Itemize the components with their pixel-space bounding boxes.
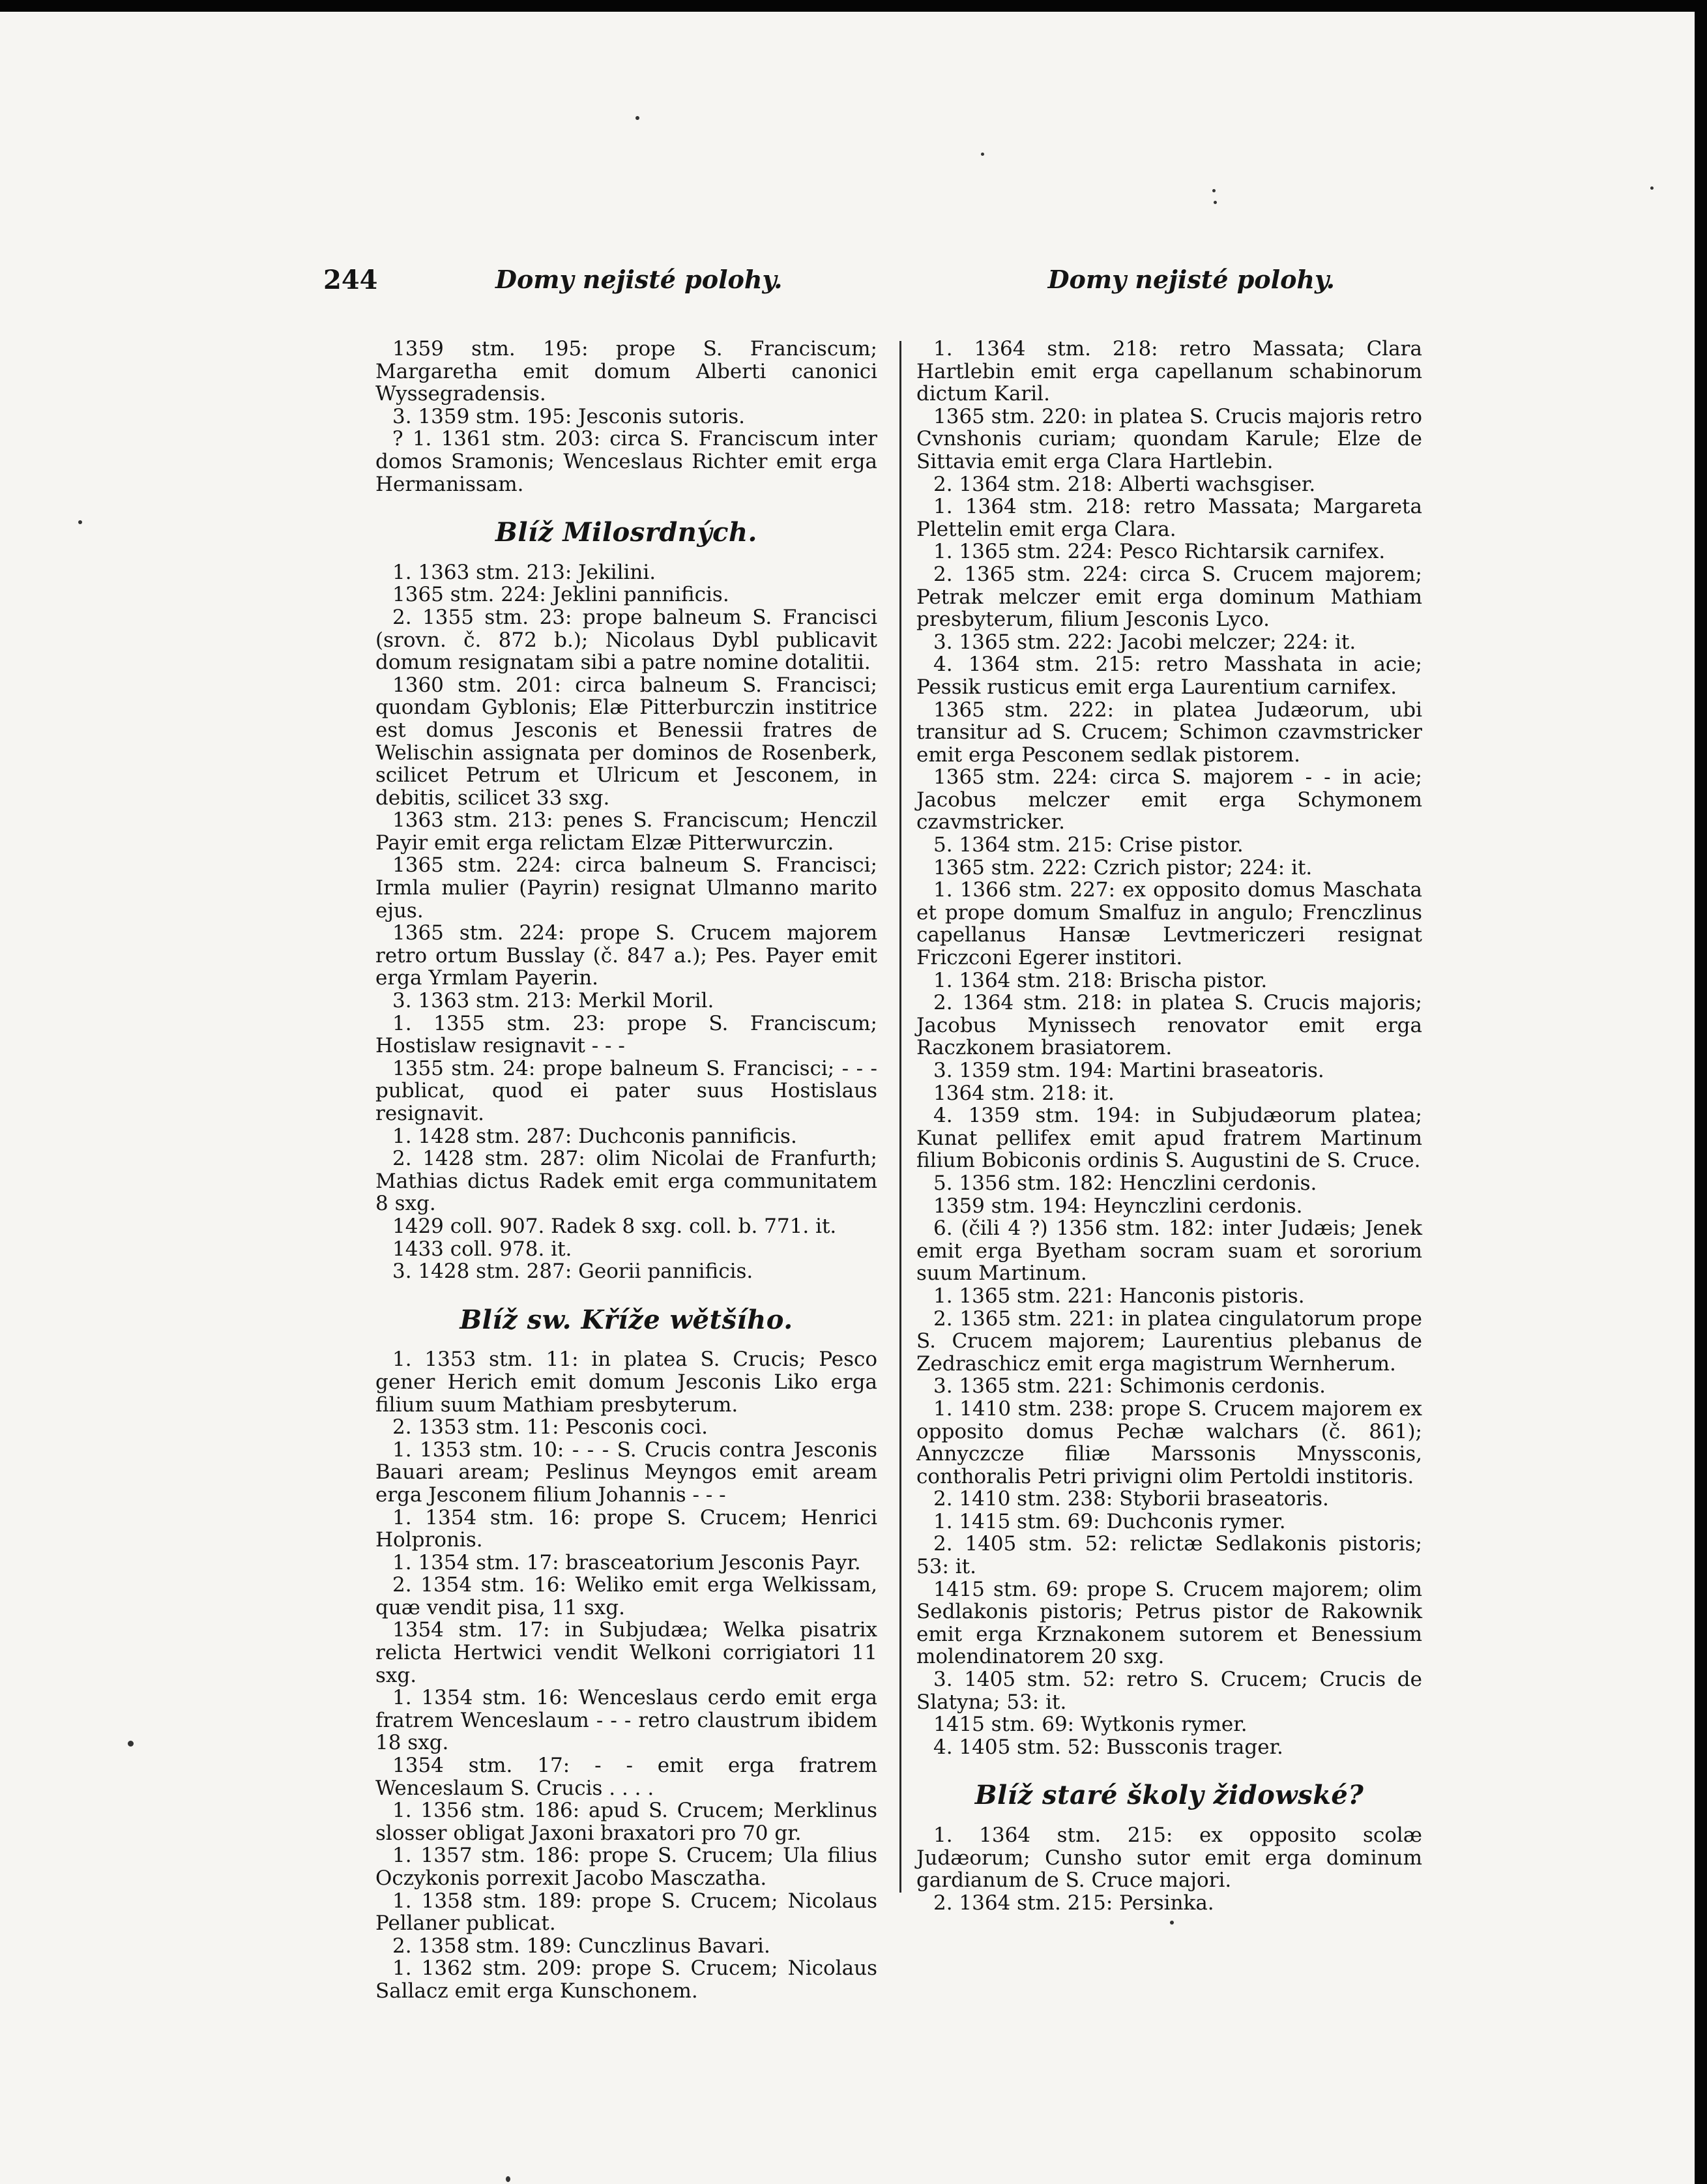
document-page bbox=[0, 12, 1695, 2184]
scan-speck bbox=[635, 116, 639, 120]
register-entry: 1. 1365 stm. 221: Hanconis pistoris. bbox=[933, 1284, 1305, 1308]
right-column bbox=[916, 338, 1422, 1914]
register-entry: 4. 1405 stm. 52: Bussconis trager. bbox=[933, 1735, 1283, 1759]
register-entry: 1365 stm. 224: Jeklini pannificis. bbox=[392, 583, 729, 607]
section-heading: Blíž Milosrdných. bbox=[495, 517, 757, 548]
register-entry: 2. 1354 stm. 16: Weliko emit erga Welkissam, quæ vendit pisa, 11 sxg. bbox=[375, 1573, 877, 1619]
register-entry: 3. 1365 stm. 222: Jacobi melczer; 224: it. bbox=[933, 630, 1356, 654]
register-entry: 2. 1405 stm. 52: relictæ Sedlakonis pistoris; 53: it. bbox=[916, 1532, 1422, 1579]
left-column bbox=[375, 338, 877, 2003]
section-heading: Blíž staré školy židowské? bbox=[974, 1780, 1364, 1811]
scan-speck bbox=[981, 153, 984, 156]
page-number: 244 bbox=[323, 265, 378, 295]
register-entry: 2. 1364 stm. 218: Alberti wachsgiser. bbox=[933, 472, 1316, 496]
column-divider bbox=[899, 341, 901, 1893]
scan-speck bbox=[1650, 186, 1654, 190]
register-entry: 1. 1363 stm. 213: Jekilini. bbox=[392, 560, 656, 584]
register-entry: 2. 1365 stm. 221: in platea cingulatorum prope S. Crucem majorem; Laurentius plebanus de Zedraschicz emit erga magistrum Wernherum. bbox=[916, 1306, 1422, 1376]
register-entry: 1. 1362 stm. 209: prope S. Crucem; Nicolaus Sallacz emit erga Kunschonem. bbox=[375, 1956, 877, 2003]
register-entry: 1360 stm. 201: circa balneum S. Francisci; quondam Gyblonis; Elæ Pitterburczin institrice est domus Jesconis et Benessii fratres de Welischin assignata per dominos de Rosenberk, scilicet Petrum et Ulricum et Jesconem, in debitis, scilicet 33 sxg. bbox=[375, 673, 877, 810]
register-entry: 1. 1364 stm. 215: ex opposito scolæ Judæorum; Cunsho sutor emit erga dominum gardianum de S. Cruce majori. bbox=[916, 1823, 1422, 1893]
register-entry: 1365 stm. 224: circa S. majorem - - in acie; Jacobus melczer emit erga Schymonem czavmstricker. bbox=[916, 765, 1422, 834]
register-entry: 1. 1353 stm. 11: in platea S. Crucis; Pesco gener Herich emit domum Jesconis Liko erga filium suum Mathiam presbyterum. bbox=[375, 1348, 877, 1417]
scan-speck bbox=[1214, 201, 1217, 204]
register-entry: 3. 1363 stm. 213: Merkil Moril. bbox=[392, 989, 714, 1013]
register-entry: 2. 1428 stm. 287: olim Nicolai de Franfurth; Mathias dictus Radek emit erga communitatem 8 sxg. bbox=[375, 1147, 877, 1216]
scan-speck bbox=[1212, 189, 1216, 192]
register-entry: 1363 stm. 213: penes S. Franciscum; Henczil Payir emit erga relictam Elzæ Pitterwurczin. bbox=[375, 808, 877, 855]
register-entry: 2. 1364 stm. 218: in platea S. Crucis majoris; Jacobus Mynissech renovator emit erga Raczkonem brasiatorem. bbox=[916, 991, 1422, 1060]
register-entry: 1365 stm. 224: circa balneum S. Francisci; Irmla mulier (Payrin) resignat Ulmanno marito ejus. bbox=[375, 853, 877, 922]
register-entry: 1. 1364 stm. 218: retro Massata; Margareta Plettelin emit erga Clara. bbox=[916, 495, 1422, 541]
scan-speck bbox=[1170, 1921, 1174, 1925]
page-header bbox=[323, 265, 1335, 304]
scan-speck bbox=[128, 1741, 134, 1747]
register-entry: 1. 1354 stm. 16: prope S. Crucem; Henrici Holpronis. bbox=[375, 1505, 877, 1552]
register-entry: 1365 stm. 222: Czrich pistor; 224: it. bbox=[933, 855, 1313, 879]
register-entry: 1433 coll. 978. it. bbox=[392, 1237, 572, 1261]
register-entry: 1. 1366 stm. 227: ex opposito domus Maschata et prope domum Smalfuz in angulo; Frenczlinus capellanus Hansæ Levtmericzeri resignat Friczconi Egerer institori. bbox=[916, 878, 1422, 970]
register-entry: 1365 stm. 222: in platea Judæorum, ubi transitur ad S. Crucem; Schimon czavmstricker emit erga Pesconem sedlak pistorem. bbox=[916, 698, 1422, 767]
register-entry: 1. 1428 stm. 287: Duchconis pannificis. bbox=[392, 1124, 797, 1148]
register-entry: 3. 1359 stm. 194: Martini braseatoris. bbox=[933, 1059, 1324, 1082]
register-entry: 4. 1364 stm. 215: retro Masshata in acie; Pessik rusticus emit erga Laurentium carnifex. bbox=[916, 653, 1422, 699]
register-entry: 5. 1364 stm. 215: Crise pistor. bbox=[933, 833, 1244, 857]
register-entry: 3. 1428 stm. 287: Georii pannificis. bbox=[392, 1260, 753, 1284]
register-entry: 1359 stm. 194: Heynczlini cerdonis. bbox=[933, 1194, 1303, 1218]
register-entry: 1355 stm. 24: prope balneum S. Francisci; - - - publicat, quod ei pater suus Hostislaus resignavit. bbox=[375, 1056, 877, 1125]
register-entry: 1. 1354 stm. 17: brasceatorium Jesconis Payr. bbox=[392, 1550, 861, 1574]
register-entry: 1365 stm. 220: in platea S. Crucis majoris retro Cvnshonis curiam; quondam Karule; Elze de Sittavia emit erga Clara Hartlebin. bbox=[916, 404, 1422, 473]
register-entry: 1. 1415 stm. 69: Duchconis rymer. bbox=[933, 1509, 1286, 1533]
scan-speck bbox=[78, 520, 82, 524]
register-entry: 1359 stm. 195: prope S. Franciscum; Margaretha emit domum Alberti canonici Wyssegradensis. bbox=[375, 337, 877, 406]
register-entry: 3. 1405 stm. 52: retro S. Crucem; Crucis de Slatyna; 53: it. bbox=[916, 1668, 1422, 1714]
register-entry: 2. 1358 stm. 189: Cunczlinus Bavari. bbox=[392, 1934, 770, 1958]
register-entry: ? 1. 1361 stm. 203: circa S. Franciscum inter domos Sramonis; Wenceslaus Richter emit erga Hermanissam. bbox=[375, 427, 877, 496]
register-entry: 1. 1356 stm. 186: apud S. Crucem; Merklinus slosser obligat Jaxoni braxatori pro 70 gr. bbox=[375, 1799, 877, 1845]
register-entry: 1. 1365 stm. 224: Pesco Richtarsik carnifex. bbox=[933, 540, 1386, 564]
register-entry: 3. 1365 stm. 221: Schimonis cerdonis. bbox=[933, 1374, 1326, 1398]
register-entry: 1415 stm. 69: Wytkonis rymer. bbox=[933, 1713, 1247, 1737]
register-entry: 6. (čili 4 ?) 1356 stm. 182: inter Judæis; Jenek emit erga Byetham socram suam et sororium suum Martinum. bbox=[916, 1217, 1422, 1286]
register-entry: 2. 1410 stm. 238: Styborii braseatoris. bbox=[933, 1487, 1329, 1511]
scan-speck bbox=[506, 2176, 510, 2182]
register-entry: 1. 1353 stm. 10: - - - S. Crucis contra Jesconis Bauari aream; Peslinus Meyngos emit aream erga Jesconem filium Johannis - - - bbox=[375, 1438, 877, 1507]
register-entry: 1. 1410 stm. 238: prope S. Crucem majorem ex opposito domus Pechæ walchars (č. 861); Annyczcze filiæ Marssonis Mnyssconis, conthoralis Petri privigni olim Pertoldi institoris. bbox=[916, 1396, 1422, 1488]
register-entry: 2. 1365 stm. 224: circa S. Crucem majorem; Petrak melczer emit erga dominum Mathiam presbyterum, filium Jesconis Lyco. bbox=[916, 562, 1422, 632]
section-heading: Blíž sw. Kříže wětšího. bbox=[460, 1304, 793, 1335]
register-entry: 2. 1353 stm. 11: Pesconis coci. bbox=[392, 1415, 708, 1439]
register-entry: 2. 1364 stm. 215: Persinka. bbox=[933, 1891, 1214, 1915]
register-entry: 5. 1356 stm. 182: Henczlini cerdonis. bbox=[933, 1171, 1317, 1195]
running-title-right: Domy nejisté polohy. bbox=[1047, 265, 1335, 294]
register-entry: 1. 1358 stm. 189: prope S. Crucem; Nicolaus Pellaner publicat. bbox=[375, 1889, 877, 1936]
register-entry: 1. 1354 stm. 16: Wenceslaus cerdo emit erga fratrem Wenceslaum - - - retro claustrum ibidem 18 sxg. bbox=[375, 1686, 877, 1755]
register-entry: 1429 coll. 907. Radek 8 sxg. coll. b. 771. it. bbox=[392, 1214, 837, 1238]
register-entry: 1415 stm. 69: prope S. Crucem majorem; olim Sedlakonis pistoris; Petrus pistor de Rakownik emit erga Krznakonem sutorem et Benessium molendinatorem 20 sxg. bbox=[916, 1577, 1422, 1669]
register-entry: 1354 stm. 17: - - emit erga fratrem Wenceslaum S. Crucis . . . . bbox=[375, 1754, 877, 1800]
register-entry: 4. 1359 stm. 194: in Subjudæorum platea; Kunat pellifex emit apud fratrem Martinum filium Bobiconis ordinis S. Augustini de S. Cruce. bbox=[916, 1104, 1422, 1173]
running-title-left: Domy nejisté polohy. bbox=[495, 265, 783, 294]
register-entry: 1. 1364 stm. 218: Brischa pistor. bbox=[933, 968, 1268, 992]
register-entry: 1. 1355 stm. 23: prope S. Franciscum; Hostislaw resignavit - - - bbox=[375, 1011, 877, 1058]
register-entry: 1. 1364 stm. 218: retro Massata; Clara Hartlebin emit erga capellanum schabinorum dictum Karil. bbox=[916, 337, 1422, 406]
register-entry: 1365 stm. 224: prope S. Crucem majorem retro ortum Busslay (č. 847 a.); Pes. Payer emit erga Yrmlam Payerin. bbox=[375, 921, 877, 990]
register-entry: 1. 1357 stm. 186: prope S. Crucem; Ula filius Oczykonis porrexit Jacobo Masczatha. bbox=[375, 1844, 877, 1890]
register-entry: 2. 1355 stm. 23: prope balneum S. Francisci (srovn. č. 872 b.); Nicolaus Dybl publicavit domum resignatam sibi a patre nomine dotalitii. bbox=[375, 605, 877, 675]
register-entry: 1354 stm. 17: in Subjudæa; Welka pisatrix relicta Hertwici vendit Welkoni corrigiatori 11 sxg. bbox=[375, 1618, 877, 1687]
register-entry: 1364 stm. 218: it. bbox=[933, 1081, 1115, 1105]
register-entry: 3. 1359 stm. 195: Jesconis sutoris. bbox=[392, 404, 745, 428]
